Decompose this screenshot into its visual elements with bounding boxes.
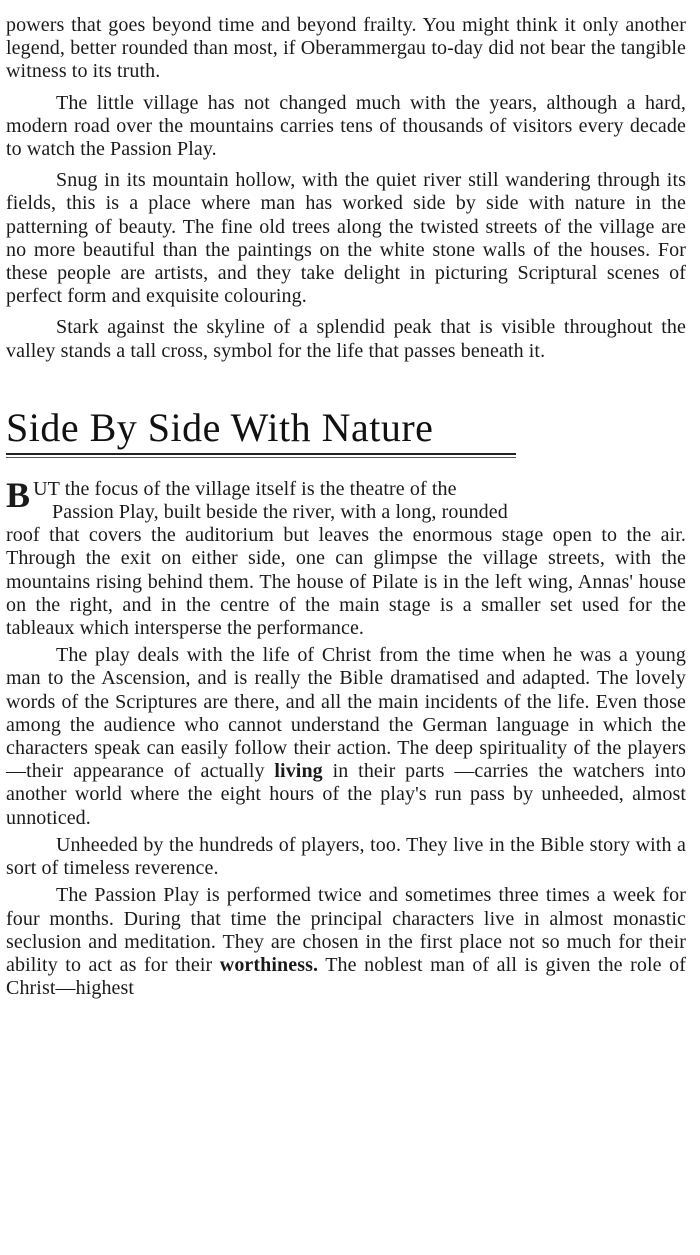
intro-text-3: Snug in its mountain hollow, with the quiet river still wandering through its fields, this is a place where man has worked side by side with nature in the patterning of beauty. The fine old trees along the twisted streets of the village are no more beautiful than the paintings on the white stone walls of the houses. For these people are artists, and they take delight in picturing Scriptural scenes of perfect form and exquisite colouring. (6, 169, 686, 308)
section-text-4a: The Passion Play is performed twice and sometimes three times a week for four months. During that time the principal characters live in almost monastic seclusion and meditation. They are chosen in the first place not so much for their ability to act as for their (6, 884, 686, 976)
intro-paragraph-3 (6, 169, 686, 308)
section-text-2b: in their parts —carries the watchers into another world where the eight hours of the play's run pass by unheeded, almost unnoticed. (6, 760, 686, 829)
intro-paragraph-4 (6, 316, 686, 362)
section-text-4 (6, 884, 686, 1000)
intro-paragraph-2 (6, 92, 686, 162)
section-text-2a: The play deals with the life of Christ from the time when he was a young man to the Ascension, and is really the Bible dramatised and adapted. The lovely words of the Scriptures are there, and all the main incidents of the life. Even those among the audience who cannot understand the German language in which the characters speak can easily follow their action. The deep spirituality of the players—their appearance of actually (6, 644, 686, 783)
section-paragraph-2 (6, 644, 686, 830)
intro-paragraph-1 (6, 14, 686, 84)
drop-cap: B (6, 474, 31, 515)
heading-rule (6, 453, 516, 455)
section-paragraph-4 (6, 884, 686, 1000)
section-heading-wrap (6, 405, 686, 458)
section-second-line: Passion Play, built beside the river, with a long, rounded (52, 501, 508, 524)
section-first-line-text: UT the focus of the village itself is the theatre of the (33, 477, 457, 500)
section-paragraph-3 (6, 834, 686, 880)
section-text-3: Unheeded by the hundreds of players, too. They live in the Bible story with a sort of timeless reverence. (6, 833, 686, 880)
section-text-2 (6, 644, 686, 830)
intro-text-4: Stark against the skyline of a splendid peak that is visible throughout the valley stands a tall cross, symbol for the life that passes beneath it. (6, 316, 686, 362)
emphasis-worthiness: worthiness. (219, 953, 319, 976)
section-heading: Side By Side With Nature (6, 404, 434, 450)
intro-text-2: The little village has not changed much with the years, although a hard, modern road over the mountains carries tens of thousands of visitors every decade to watch the Passion Play. (6, 91, 686, 161)
heading-rule-thin (6, 457, 516, 458)
section-text-4b: The noblest man of all is given the role of Christ—highest (6, 953, 687, 1000)
section-paragraph-1 (6, 474, 686, 640)
intro-text-1: powers that goes beyond time and beyond frailty. You might think it only another legend, better rounded than most, if Oberammergau to-day did not bear the tangible witness to its truth. (6, 14, 686, 83)
section-paragraph-1-rest: roof that covers the auditorium but leaves the enormous stage open to the air. Through the exit on either side, one can glimpse the village streets, with the mountains rising behind them. The house of Pilate is in the left wing, Annas' house on the right, and in the centre of the main stage is a smaller set used for the tableaux which intersperse the performance. (6, 524, 686, 640)
emphasis-living: living (274, 760, 323, 783)
